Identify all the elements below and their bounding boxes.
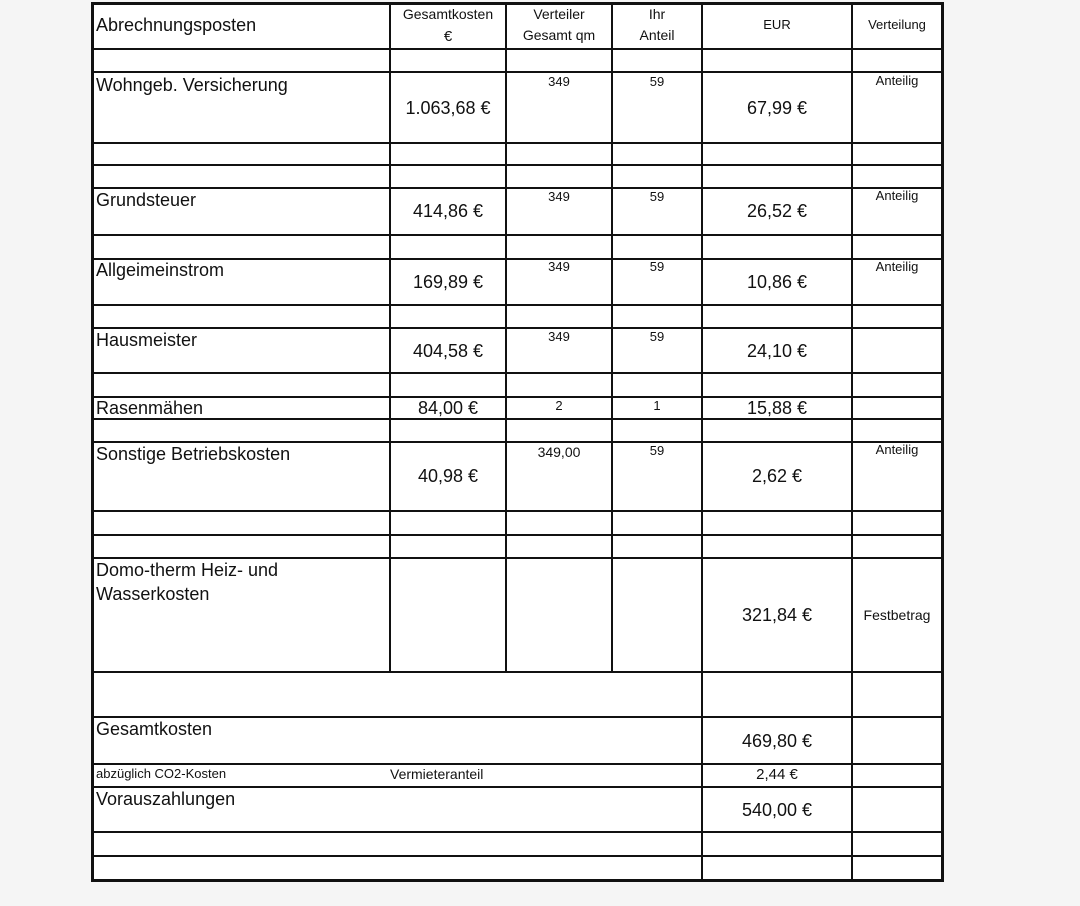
co2-sub-label: Vermieteranteil bbox=[390, 766, 484, 782]
row-total: 414,86 € bbox=[412, 201, 484, 221]
row-dist: 349 bbox=[548, 329, 570, 344]
co2-label: abzüglich CO2-Kosten bbox=[96, 766, 227, 781]
row-total: 1.063,68 € bbox=[405, 98, 491, 118]
advance-value: 540,00 € bbox=[741, 800, 813, 820]
header-eur: EUR bbox=[763, 17, 791, 32]
advance-label: Vorauszahlungen bbox=[96, 789, 236, 809]
row-eur: 321,84 € bbox=[741, 605, 813, 625]
row-eur: 26,52 € bbox=[746, 201, 808, 221]
row-share: 59 bbox=[649, 443, 665, 458]
header-dist-line2: Gesamt qm bbox=[522, 27, 596, 43]
cost-statement-table bbox=[91, 2, 944, 882]
header-method: Verteilung bbox=[868, 17, 926, 32]
row-share: 59 bbox=[649, 189, 665, 204]
row-method: Festbetrag bbox=[863, 607, 931, 623]
row-dist: 349 bbox=[548, 74, 570, 89]
row-total: 169,89 € bbox=[412, 272, 484, 292]
row-eur: 2,62 € bbox=[751, 466, 803, 486]
row-label: Hausmeister bbox=[96, 330, 198, 350]
row-share: 59 bbox=[649, 329, 665, 344]
row-total: 84,00 € bbox=[417, 398, 479, 418]
row-method: Anteilig bbox=[875, 442, 919, 457]
co2-value: 2,44 € bbox=[756, 766, 798, 783]
row-total: 40,98 € bbox=[417, 466, 479, 486]
row-label: Allgeimeinstrom bbox=[96, 260, 225, 280]
row-eur: 10,86 € bbox=[746, 272, 808, 292]
header-share-line2: Anteil bbox=[639, 27, 675, 43]
header-share-line1: Ihr bbox=[648, 6, 666, 22]
row-eur: 24,10 € bbox=[746, 341, 808, 361]
header-item: Abrechnungsposten bbox=[96, 15, 257, 35]
row-label: Grundsteuer bbox=[96, 190, 197, 210]
header-total-line1: Gesamtkosten bbox=[402, 6, 494, 22]
row-share: 59 bbox=[649, 74, 665, 89]
row-method: Anteilig bbox=[875, 73, 919, 88]
row-dist: 349,00 bbox=[537, 444, 581, 460]
row-eur: 15,88 € bbox=[746, 398, 808, 418]
row-method: Anteilig bbox=[875, 259, 919, 274]
row-dist: 349 bbox=[548, 259, 570, 274]
row-label: Rasenmähen bbox=[96, 398, 204, 418]
row-label: Wohngeb. Versicherung bbox=[96, 75, 288, 95]
row-dist: 349 bbox=[548, 189, 570, 204]
row-method: Anteilig bbox=[875, 188, 919, 203]
row-total: 404,58 € bbox=[412, 341, 484, 361]
header-dist-line1: Verteiler bbox=[533, 6, 585, 22]
row-label-line1: Domo-therm Heiz- und bbox=[96, 560, 279, 580]
row-share: 1 bbox=[653, 398, 661, 413]
total-label: Gesamtkosten bbox=[96, 719, 213, 739]
row-share: 59 bbox=[649, 259, 665, 274]
row-dist: 2 bbox=[555, 398, 563, 413]
header-total-line2: € bbox=[443, 28, 453, 45]
row-eur: 67,99 € bbox=[746, 98, 808, 118]
total-value: 469,80 € bbox=[741, 731, 813, 751]
row-label: Sonstige Betriebskosten bbox=[96, 444, 291, 464]
row-label-line2: Wasserkosten bbox=[96, 584, 210, 604]
